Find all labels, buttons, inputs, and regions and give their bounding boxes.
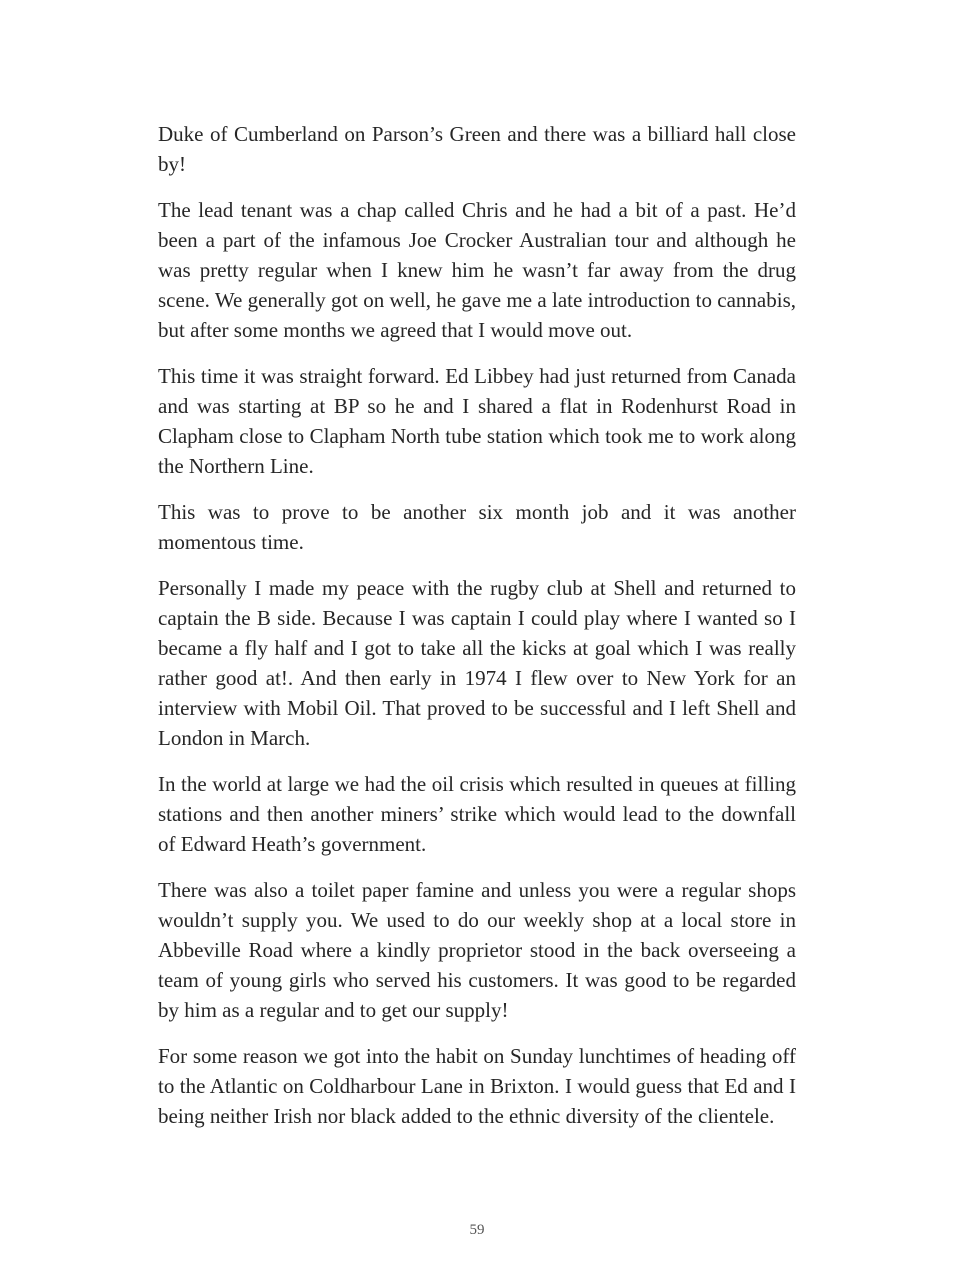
paragraph: Personally I made my peace with the rugby club at Shell and returned to captain the B side. Because I was captain I could play where I wanted so I became a fly half and I got to take all the kicks at goal which I was really rather good at!. And then early in 1974 I flew over to New York for an interview with Mobil Oil. That proved to be successful and I left Shell and London in March. [158, 576, 796, 750]
body-text [158, 119, 796, 1147]
paragraph: For some reason we got into the habit on Sunday lunchtimes of heading off to the Atlantic on Coldharbour Lane in Brixton. I would guess that Ed and I being neither Irish nor black added to the ethnic diversity of the clientele. [158, 1044, 796, 1128]
paragraph: The lead tenant was a chap called Chris and he had a bit of a past. He’d been a part of the infamous Joe Crocker Australian tour and although he was pretty regular when I knew him he wasn’t far away from the drug scene. We generally got on well, he gave me a late introduction to cannabis, but after some months we agreed that I would move out. [158, 198, 796, 342]
paragraph: In the world at large we had the oil crisis which resulted in queues at filling stations and then another miners’ strike which would lead to the downfall of Edward Heath’s government. [158, 772, 796, 856]
paragraph: This time it was straight forward. Ed Libbey had just returned from Canada and was starting at BP so he and I shared a flat in Rodenhurst Road in Clapham close to Clapham North tube station which took me to work along the Northern Line. [158, 364, 796, 478]
paragraph: There was also a toilet paper famine and unless you were a regular shops wouldn’t supply you. We used to do our weekly shop at a local store in Abbeville Road where a kindly proprietor stood in the back overseeing a team of young girls who served his customers. It was good to be regarded by him as a regular and to get our supply! [158, 878, 796, 1022]
paragraph: This was to prove to be another six month job and it was another momentous time. [158, 500, 796, 554]
page-number: 59 [469, 1222, 485, 1238]
paragraph: Duke of Cumberland on Parson’s Green and there was a billiard hall close by! [158, 122, 796, 176]
